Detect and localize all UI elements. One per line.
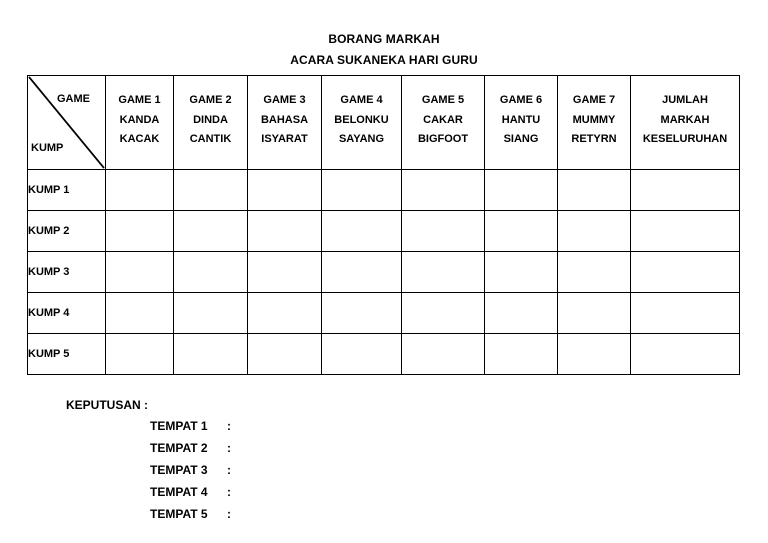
place-separator: : [227,507,231,521]
score-cell[interactable] [402,170,485,211]
score-cell[interactable] [322,293,402,334]
place-separator: : [227,485,231,499]
score-cell[interactable] [485,334,558,375]
score-cell[interactable] [402,334,485,375]
score-cell[interactable] [402,293,485,334]
header-line: GAME 3 [263,94,306,106]
form-title: BORANG MARKAH [328,32,440,46]
score-cell[interactable] [106,252,174,293]
result-row-tempat-1 [150,419,231,441]
row-label-kump-1: KUMP 1 [28,170,106,211]
score-cell[interactable] [322,170,402,211]
table-row [28,252,740,293]
header-line: MUMMY [572,113,616,126]
table-row [28,293,740,334]
corner-kump-label: KUMP [31,142,64,154]
score-cell[interactable] [558,170,631,211]
score-cell[interactable] [485,252,558,293]
header-row [28,76,740,170]
total-cell[interactable] [631,170,740,211]
score-cell[interactable] [106,211,174,252]
table-row [28,211,740,252]
score-cell[interactable] [485,211,558,252]
header-line: ISYARAT [261,133,308,145]
score-cell[interactable] [106,170,174,211]
row-label-kump-4: KUMP 4 [28,293,106,334]
table-row [28,170,740,211]
total-cell[interactable] [631,293,740,334]
header-line: BIGFOOT [417,133,469,145]
header-line: BAHASA [260,113,309,126]
header-line: GAME 4 [340,94,383,106]
place-separator: : [227,419,231,433]
score-cell[interactable] [174,170,248,211]
corner-header-cell [28,76,106,170]
score-cell[interactable] [558,293,631,334]
diagonal-divider [28,76,105,169]
header-line: SAYANG [338,133,385,145]
score-cell[interactable] [558,252,631,293]
score-cell[interactable] [174,334,248,375]
score-cell[interactable] [174,211,248,252]
row-label-kump-2: KUMP 2 [28,211,106,252]
header-line: GAME 1 [118,94,161,106]
header-line: MARKAH [660,113,710,126]
column-header-game-1 [106,76,174,170]
score-cell[interactable] [248,334,322,375]
place-separator: : [227,441,231,455]
form-subtitle: ACARA SUKANEKA HARI GURU [290,53,478,67]
score-cell[interactable] [558,334,631,375]
place-separator: : [227,463,231,477]
place-label: TEMPAT 3 [150,463,208,477]
corner-game-label: GAME [57,93,90,105]
row-label-kump-5: KUMP 5 [28,334,106,375]
header-line: KACAK [119,133,160,145]
header-line: GAME 7 [572,94,616,106]
header-line: KANDA [119,113,160,126]
header-line: CAKAR [423,113,463,126]
results-heading: KEPUTUSAN : [66,398,149,412]
place-label: TEMPAT 1 [150,419,208,433]
column-header-game-3 [248,76,322,170]
header-line: DINDA [193,113,228,126]
score-cell[interactable] [485,170,558,211]
header-line: HANTU [501,113,541,126]
total-cell[interactable] [631,211,740,252]
header-line: GAME 2 [189,94,232,106]
table-row [28,334,740,375]
score-cell[interactable] [248,211,322,252]
total-cell[interactable] [631,334,740,375]
place-label: TEMPAT 2 [150,441,208,455]
result-row-tempat-5 [150,507,231,529]
score-cell[interactable] [174,252,248,293]
score-cell[interactable] [248,170,322,211]
header-line: JUMLAH [662,94,708,106]
score-cell[interactable] [322,211,402,252]
column-header-game-2 [174,76,248,170]
score-cell[interactable] [106,334,174,375]
results-list [150,419,231,529]
score-cell[interactable] [248,293,322,334]
row-label-kump-3: KUMP 3 [28,252,106,293]
header-line: SIANG [503,133,539,145]
place-label: TEMPAT 5 [150,507,208,521]
result-row-tempat-2 [150,441,231,463]
score-cell[interactable] [402,252,485,293]
score-cell[interactable] [322,334,402,375]
column-header-total [631,76,740,170]
column-header-game-5 [402,76,485,170]
result-row-tempat-4 [150,485,231,507]
score-cell[interactable] [106,293,174,334]
score-cell[interactable] [485,293,558,334]
place-label: TEMPAT 4 [150,485,208,499]
score-cell[interactable] [248,252,322,293]
total-cell[interactable] [631,252,740,293]
header-line: GAME 6 [499,94,543,106]
header-line: CANTIK [189,133,232,145]
header-line: BELONKU [334,113,389,126]
result-row-tempat-3 [150,463,231,485]
score-cell[interactable] [322,252,402,293]
column-header-game-4 [322,76,402,170]
score-table [27,75,740,375]
header-line: RETYRN [571,133,617,145]
column-header-game-7 [558,76,631,170]
score-cell[interactable] [558,211,631,252]
score-cell[interactable] [174,293,248,334]
header-line: KESELURUHAN [642,133,728,145]
column-header-game-6 [485,76,558,170]
header-line: GAME 5 [421,94,465,106]
score-cell[interactable] [402,211,485,252]
